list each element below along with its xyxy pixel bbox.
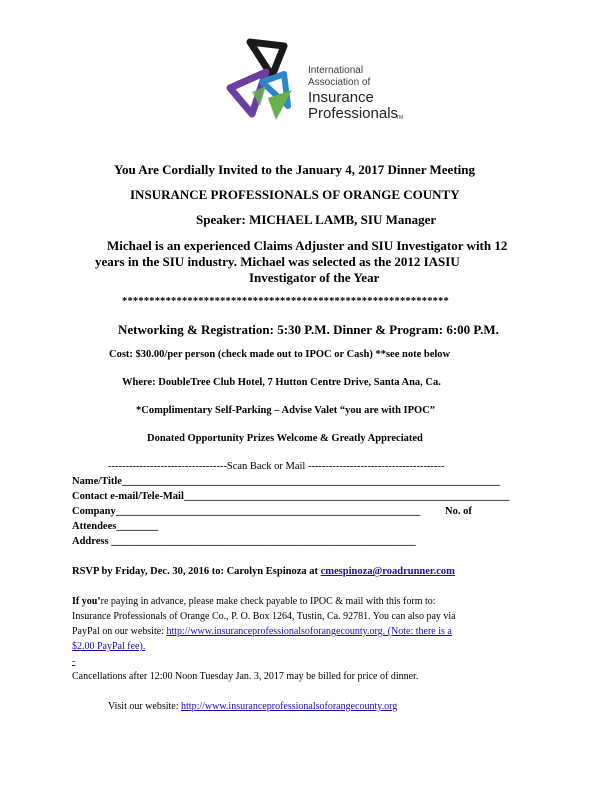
website-line (108, 701, 397, 712)
name-title-label: Name/Title (72, 476, 122, 487)
company-label: Company (72, 506, 116, 517)
name-title-field[interactable] (72, 476, 500, 487)
org-name: INSURANCE PROFESSIONALS OF ORANGE COUNTY (130, 187, 460, 202)
website-pre: Visit our website: (108, 701, 182, 712)
logo-line-1: International (308, 65, 364, 76)
logo-tm: TM (396, 115, 404, 121)
rsvp-line (72, 566, 455, 577)
payment-apostrophe: ’ (97, 596, 101, 607)
contact-blank: ______________________________________________________________ (183, 491, 510, 502)
payment-line-1 (72, 596, 436, 607)
attendees-blank: ________ (116, 521, 159, 532)
bio-line-2: years in the SIU industry. Michael was selected as the 2012 IASIU (95, 254, 460, 269)
star-divider: ************************************************************ (122, 296, 449, 307)
paypal-fee-link[interactable]: $2.00 PayPal fee). (72, 641, 146, 652)
payment-website-link[interactable]: http://www.insuranceprofessionalsoforangecounty.org. (Note: there is a (166, 626, 452, 637)
logo-line-4: Professionals (308, 105, 399, 122)
parking-line: *Complimentary Self-Parking – Advise Valet “you are with IPOC” (136, 405, 436, 416)
triangle-logo-icon (222, 36, 312, 132)
name-title-blank: ________________________________________________________________________ (121, 476, 500, 487)
cancellation-line: Cancellations after 12:00 Noon Tuesday Jan. 3, 2017 may be billed for price of dinner. (72, 671, 419, 682)
logo-line-3: Insurance (308, 89, 374, 106)
cost-line: Cost: $30.00/per person (check made out to IPOC or Cash) **see note below (109, 349, 451, 360)
logo-line-2: Association of (308, 77, 371, 88)
payment-lead: If you (72, 596, 98, 607)
where-line: Where: DoubleTree Club Hotel, 7 Hutton Centre Drive, Santa Ana, Ca. (122, 377, 441, 388)
speaker-line: Speaker: MICHAEL LAMB, SIU Manager (196, 212, 437, 227)
iaip-logo (222, 36, 404, 132)
payment-line-3 (72, 626, 452, 637)
payment-paypal-pre: PayPal on our website: (72, 626, 167, 637)
stray-dash-link[interactable]: - (72, 656, 76, 667)
address-field[interactable] (72, 536, 416, 547)
payment-lead-rest: re paying in advance, please make check payable to IPOC & mail with this form to: (100, 596, 436, 607)
payment-line-4 (72, 641, 145, 652)
rsvp-email-link[interactable]: cmespinoza@roadrunner.com (320, 566, 455, 577)
company-field[interactable] (72, 506, 420, 517)
bio-line-1: Michael is an experienced Claims Adjuster and SIU Investigator with 12 (107, 238, 508, 253)
scan-divider: ----------------------------------Scan Back or Mail --------------------------------------- (108, 461, 445, 472)
schedule-line: Networking & Registration: 5:30 P.M. Dinner & Program: 6:00 P.M. (118, 322, 499, 337)
invite-line: You Are Cordially Invited to the January 4, 2017 Dinner Meeting (114, 162, 475, 177)
attendees-field[interactable] (72, 521, 158, 532)
website-link[interactable]: http://www.insuranceprofessionalsoforangecounty.org (181, 701, 398, 712)
contact-field[interactable] (72, 491, 509, 502)
address-blank: __________________________________________________________ (111, 536, 416, 547)
payment-line-2: Insurance Professionals of Orange Co., P. O. Box 1264, Tustin, Ca. 92781. You can also pay via (72, 611, 456, 622)
rsvp-text: RSVP by Friday, Dec. 30, 2016 to: Carolyn Espinoza at (72, 566, 321, 577)
stray-dash (72, 656, 75, 667)
contact-label: Contact e-mail/Tele-Mail (72, 491, 184, 502)
company-blank: __________________________________________________________ (115, 506, 421, 517)
no-of-label: No. of (445, 506, 472, 517)
bio-line-3: Investigator of the Year (249, 270, 380, 285)
prizes-line: Donated Opportunity Prizes Welcome & Greatly Appreciated (147, 433, 423, 444)
address-label: Address (72, 536, 112, 547)
attendees-label: Attendees (72, 521, 117, 532)
